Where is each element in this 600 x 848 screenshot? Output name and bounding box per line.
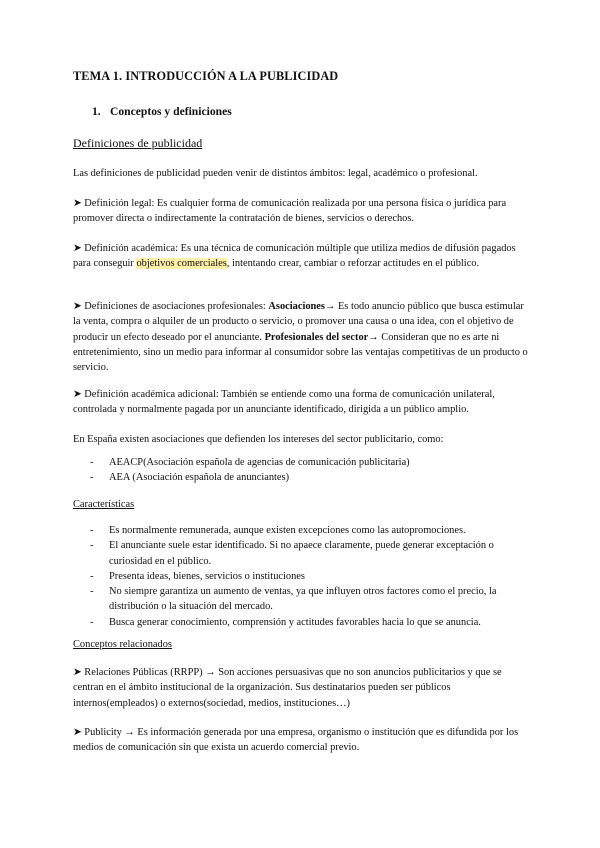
list-item <box>73 470 533 485</box>
associations-definition <box>73 299 528 375</box>
list-item-text: AEACP(Asociación española de agencias de comunicación publicitaria) <box>109 457 410 468</box>
academic-definition <box>73 241 528 272</box>
list-item-text: El anunciante suele estar identificado. Si no apaece claramente, puede generar exceptación o curiosidad en el público. <box>109 540 494 567</box>
section-heading <box>92 105 232 118</box>
list-item-text: Busca generar conocimiento, comprensión y actitudes favorables hacia lo que se anuncia. <box>109 616 481 628</box>
characteristics-list <box>73 523 533 630</box>
rrpp-paragraph: ➤ Relaciones Públicas (RRPP) → Son acciones persuasivas que no son anuncios publicitarios y que se centran en el ámbito institucional de la organización. Sus destinatarios pueden ser públicos internos(empleados) o externos(sociedad, medios, instituciones…) <box>73 667 502 709</box>
list-item <box>73 615 533 630</box>
list-item-text: Es normalmente remunerada, aunque existen excepciones como las autopromociones. <box>109 525 466 536</box>
definitions-heading: Definiciones de publicidad <box>73 136 203 150</box>
dash-marker: - <box>90 472 94 484</box>
characteristics-heading: Características <box>73 499 135 510</box>
dash-marker: - <box>90 616 94 628</box>
dash-marker: - <box>90 570 94 582</box>
legal-definition: ➤ Definición legal: Es cualquier forma de comunicación realizada por una persona física o jurídica para promover directa o indirectamente la contratación de bienes, servicios o derechos. <box>73 198 507 225</box>
dash-marker: - <box>90 457 94 468</box>
section-number: 1. <box>92 105 101 118</box>
assoc-text-d: → Consideran que no es arte ni entretenimiento, sino un medio para informar al consumidor sobre las ventajas competitivas de un producto o servicio. <box>73 331 528 374</box>
assoc-text-c: → Es todo anuncio público que busca estimular la venta, compra o alquiler de un producto o servicio, o promover una causa o una idea, con el objetivo de producir un efecto deseado por el anunciante. <box>73 301 524 343</box>
assoc-text-a: ➤ Definiciones de asociaciones profesionales: <box>73 301 269 312</box>
document-title: TEMA 1. INTRODUCCIÓN A LA PUBLICIDAD <box>73 69 339 83</box>
list-item <box>73 569 533 584</box>
related-heading: Conceptos relacionados <box>73 639 172 650</box>
intro-paragraph: Las definiciones de publicidad pueden venir de distintos ámbitos: legal, académico o profesional. <box>73 168 478 179</box>
dash-marker: - <box>90 586 94 598</box>
academic-text-a: ➤ Definición académica: Es una técnica de comunicación múltiple que utiliza medios de difusión pagados para conseguir <box>73 243 516 270</box>
list-item-text: Presenta ideas, bienes, servicios o instituciones <box>109 570 305 582</box>
highlighted-text: objetivos comerciales <box>136 258 227 270</box>
list-item-text: No siempre garantiza un aumento de ventas, ya que influyen otros factores como el precio, la distribución o la situación del mercado. <box>109 586 497 613</box>
list-item-text: AEA (Asociación española de anunciantes) <box>109 472 290 484</box>
assoc-bold-2: Profesionales del sector <box>264 331 369 343</box>
list-item <box>73 538 533 569</box>
spain-intro: En España existen asociaciones que defienden los intereses del sector publicitario, como: <box>73 434 444 445</box>
academic-text-b: , intentando crear, cambiar o reforzar actitudes en el público. <box>226 258 480 270</box>
assoc-bold-1: Asociaciones <box>268 301 325 312</box>
section-title: Conceptos y definiciones <box>110 105 232 118</box>
list-item <box>73 523 533 538</box>
dash-marker: - <box>90 540 94 552</box>
list-item <box>73 455 533 470</box>
associations-list <box>73 455 533 486</box>
publicity-paragraph: ➤ Publicity → Es información generada por una empresa, organismo o institución que es difundida por los medios de comunicación sin que exista un acuerdo comercial previo. <box>73 727 519 754</box>
dash-marker: - <box>90 525 94 536</box>
list-item <box>73 584 533 615</box>
additional-definition: ➤ Definición académica adicional: También se entiende como una forma de comunicación unilateral, controlada y normalmente pagada por un anunciante identificado, dirigida a un público amplio. <box>73 389 495 416</box>
